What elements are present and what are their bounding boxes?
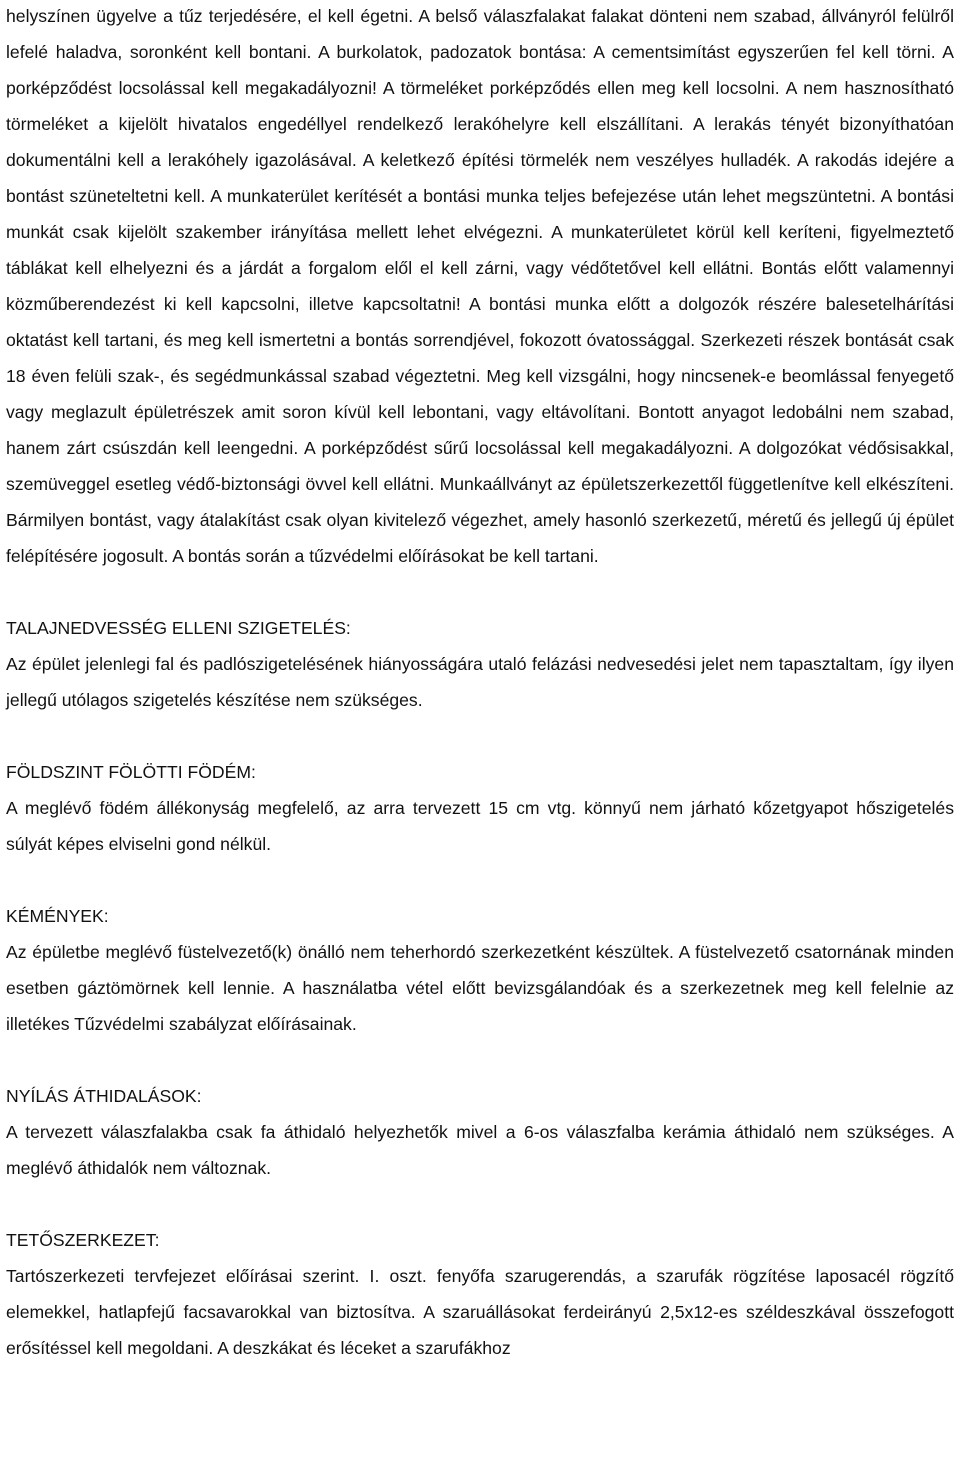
section-heading: TALAJNEDVESSÉG ELLENI SZIGETELÉS: (6, 618, 351, 638)
section-heading: NYÍLÁS ÁTHIDALÁSOK: (6, 1086, 202, 1106)
section-chimneys (6, 898, 954, 1042)
section-roof-structure (6, 1222, 954, 1366)
section-heading: TETŐSZERKEZET: (6, 1230, 160, 1250)
section-lintels (6, 1078, 954, 1186)
document-page (6, 0, 954, 1366)
section-body: Az épület jelenlegi fal és padlószigetelésének hiányosságára utaló felázási nedvesedési jelet nem tapasztaltam, így ilyen jellegű utólagos szigetelés készítése nem szükséges. (6, 654, 954, 710)
section-body: Az épületbe meglévő füstelvezető(k) önálló nem teherhordó szerkezetként készültek. A füstelvezető csatornának minden esetben gáztömörnek kell lennie. A használatba vétel előtt bevizsgálandóak és a szerkezetnek meg kell felelnie az illetékes Tűzvédelmi szabályzat előírásainak. (6, 942, 954, 1034)
section-heading: KÉMÉNYEK: (6, 906, 109, 926)
section-ground-floor-slab (6, 754, 954, 862)
section-body: A tervezett válaszfalakba csak fa áthidaló helyezhetők mivel a 6-os válaszfalba kerámia áthidaló nem szükséges. A meglévő áthidalók nem változnak. (6, 1122, 954, 1178)
section-heading: FÖLDSZINT FÖLÖTTI FÖDÉM: (6, 762, 256, 782)
section-body: Tartószerkezeti tervfejezet előírásai szerint. I. oszt. fenyőfa szarugerendás, a szarufák rögzítése laposacél rögzítő elemekkel, hatlapfejű facsavarokkal van biztosítva. A szaruállásokat ferdeirányú 2,5x12-es széldeszkával összefogott erősítéssel kell megoldani. A deszkákat és léceket a szarufákhoz (6, 1266, 954, 1358)
section-ground-moisture (6, 610, 954, 718)
intro-paragraph: helyszínen ügyelve a tűz terjedésére, el kell égetni. A belső válaszfalakat falakat dönteni nem szabad, állványról felülről lefelé haladva, soronként kell bontani. A burkolatok, padozatok bontása: A cementsimítást egyszerűen fel kell törni. A porképződést locsolással kell megakadályozni! A törmeléket porképződés ellen meg kell locsolni. A nem hasznosítható törmeléket a kijelölt hivatalos engedéllyel rendelkező lerakóhelyre kell elszállítani. A lerakás tényét bizonyíthatóan dokumentálni kell a lerakóhely igazolásával. A keletkező építési törmelék nem veszélyes hulladék. A rakodás idejére a bontást szüneteltetni kell. A munkaterület kerítését a bontási munka teljes befejezése után lehet megszüntetni. A bontási munkát csak kijelölt szakember irányítása mellett lehet elvégezni. A munkaterületet körül kell keríteni, figyelmeztető táblákat kell elhelyezni és a járdát a forgalom elől el kell zárni, vagy védőtetővel kell ellátni. Bontás előtt valamennyi közműberendezést ki kell kapcsolni, illetve kapcsoltatni! A bontási munka előtt a dolgozók részére balesetelhárítási oktatást kell tartani, és meg kell ismertetni a bontás sorrendjével, fokozott óvatossággal. Szerkezeti részek bontását csak 18 éven felüli szak-, és segédmunkással szabad végeztetni. Meg kell vizsgálni, hogy nincsenek-e beomlással fenyegető vagy meglazult épületrészek amit soron kívül kell lebontani, vagy eltávolítani. Bontott anyagot ledobálni nem szabad, hanem zárt csúszdán kell leengedni. A porképződést sűrű locsolással kell megakadályozni. A dolgozókat védősisakkal, szemüveggel esetleg védő-biztonsági övvel kell ellátni. Munkaállványt az épületszerkezettől függetlenítve kell elkészíteni. Bármilyen bontást, vagy átalakítást csak olyan kivitelező végezhet, amely hasonló szerkezetű, méretű és jellegű új épület felépítésére jogosult. A bontás során a tűzvédelmi előírásokat be kell tartani. (6, 6, 954, 566)
section-body: A meglévő födém állékonyság megfelelő, az arra tervezett 15 cm vtg. könnyű nem járható kőzetgyapot hőszigetelés súlyát képes elviselni gond nélkül. (6, 798, 954, 854)
